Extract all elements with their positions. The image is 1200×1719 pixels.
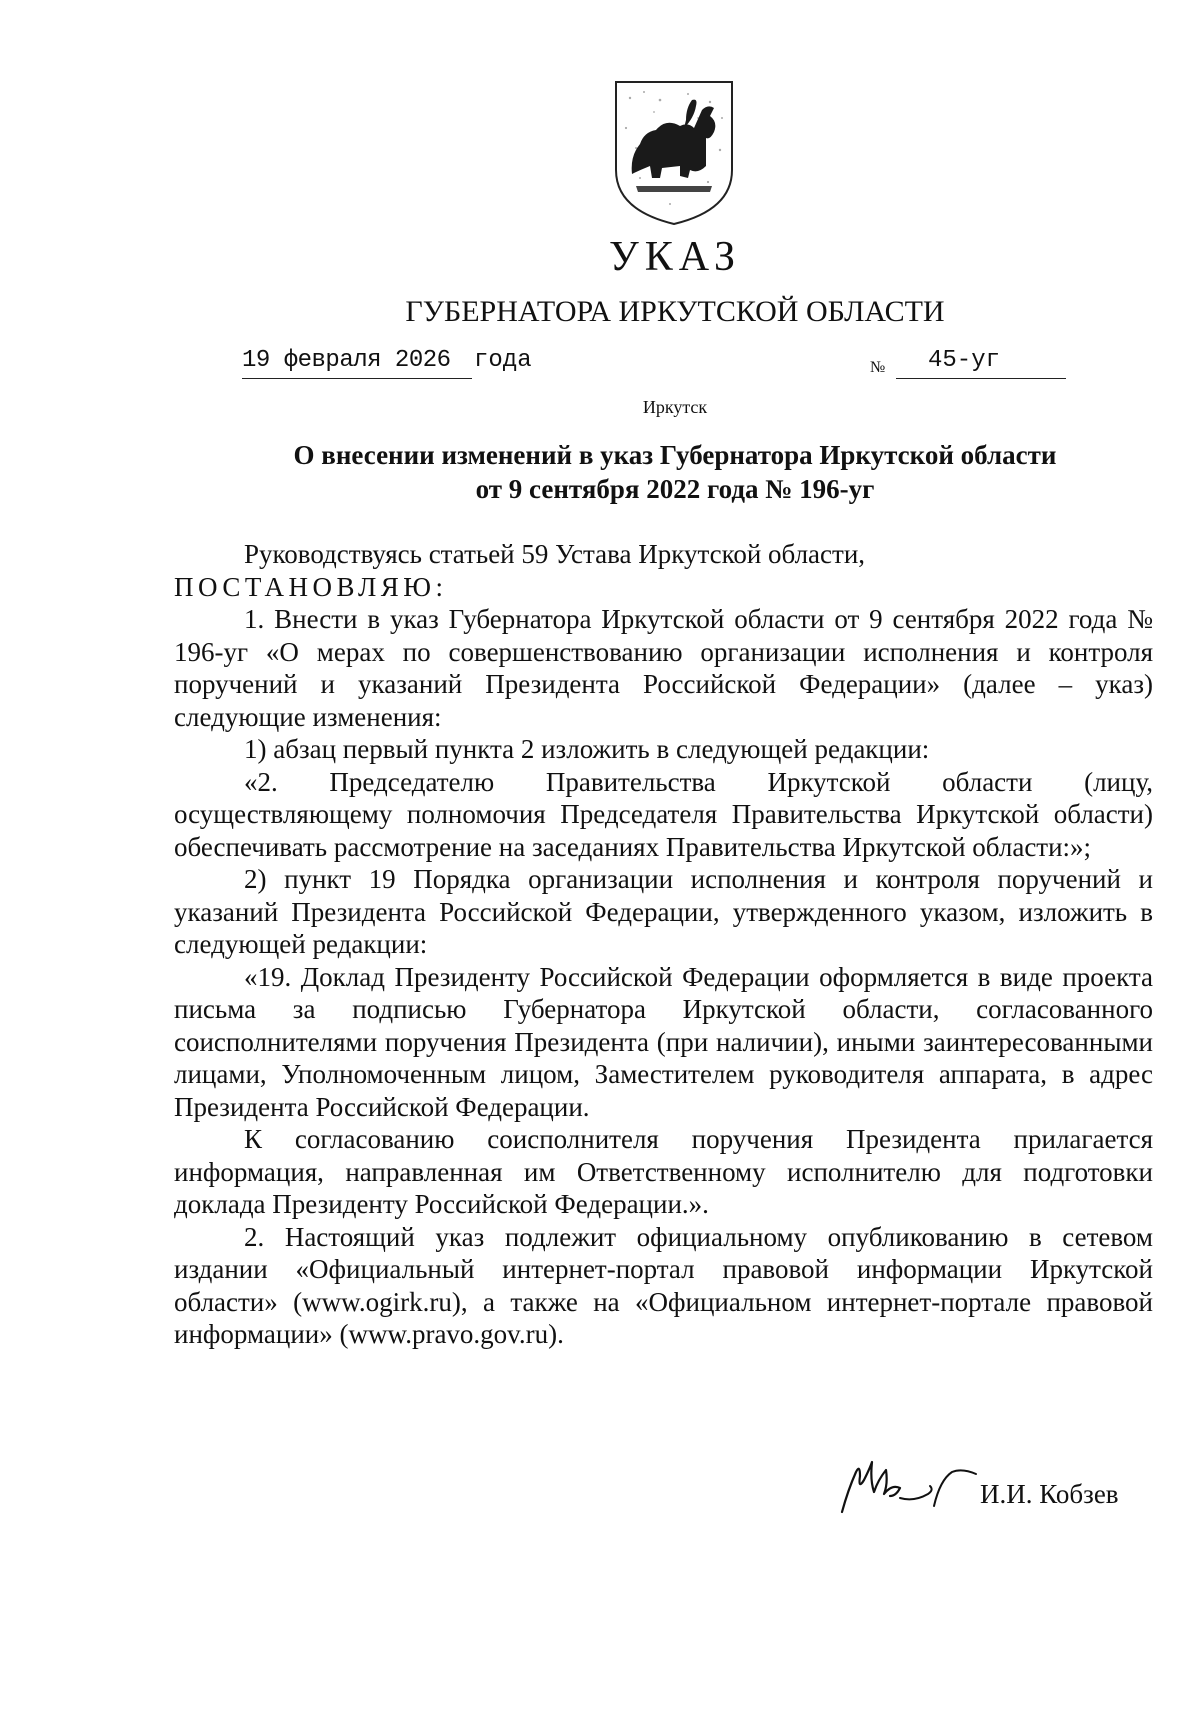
document-type: УКАЗ [608,234,742,280]
issuer-title: ГУБЕРНАТОРА ИРКУТСКОЙ ОБЛАСТИ [405,295,945,328]
paragraph-1-1-quote: «2. Председателю Правительства Иркутской области (лицу, осуществляющему полномочия Председателя Правительства Иркутской области) обеспечивать рассмотрение на заседаниях Правительства Иркутской области:»; [174,766,1153,862]
paragraph-1-2-quote: «19. Доклад Президенту Российской Федерации оформляется в виде проекта письма за подписью Губернатора Иркутской области, согласованного соисполнителями поручения Президента (при наличии), иными заинтересованными лицами, Уполномоченным лицом, Заместителем руководителя аппарата, в адрес Президента Российской Федерации. [174,961,1153,1122]
paragraph-1-2-quote-continued: К согласованию соисполнителя поручения Президента прилагается информация, направленная им Ответственному исполнителю для подготовки доклада Президенту Российской Федерации.». [174,1124,1153,1219]
preamble-paragraph: Руководствуясь статьей 59 Устава Иркутской области, [244,539,866,569]
coat-of-arms-emblem [610,78,738,228]
document-title-line-2: от 9 сентября 2022 года № 196-уг [475,474,875,504]
decree-word: ПОСТАНОВЛЯЮ: [174,571,448,602]
paragraph-2: 2. Настоящий указ подлежит официальному опубликованию в сетевом издании «Официальный интернет-портал правовой информации Иркутской области» (www.ogirk.ru), а также на «Официальном интернет-портале правовой информации» (www.pravo.gov.ru). [174,1221,1153,1349]
paragraph-1-2: 2) пункт 19 Порядка организации исполнения и контроля поручений и указаний Президента Российской Федерации, утвержденного указом, изложить в следующей редакции: [174,864,1153,959]
document-title [230,438,1120,506]
document-date: 19 февраля 2026 [242,346,472,379]
document-number: 45-уг [896,346,1066,379]
document-body [174,538,1153,1351]
paragraph-1-1: 1) абзац первый пункта 2 изложить в следующей редакции: [244,734,930,764]
document-city: Иркутск [642,397,708,417]
document-title-line-1: О внесении изменений в указ Губернатора Иркутской области [293,440,1057,470]
paragraph-1: 1. Внести в указ Губернатора Иркутской области от 9 сентября 2022 года № 196-уг «О мерах по совершенствованию организации исполнения и контроля поручений и указаний Президента Российской Федерации» (далее – указ) следующие изменения: [174,604,1153,732]
handwritten-signature [830,1450,980,1520]
number-sign: № [870,359,886,376]
document-date-suffix: года [474,347,532,374]
signer-name: И.И. Кобзев [980,1479,1119,1509]
